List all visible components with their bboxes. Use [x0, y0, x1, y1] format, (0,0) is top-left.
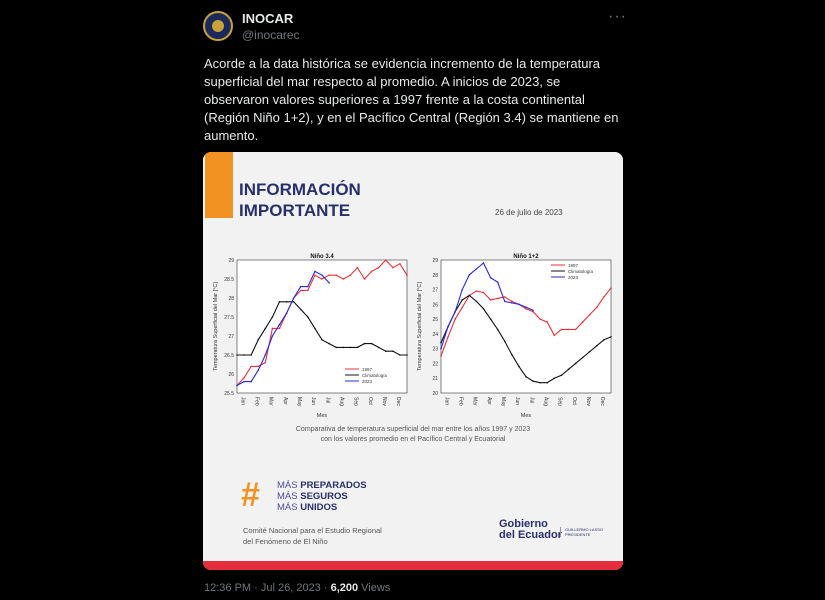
y-tick-label: 22	[432, 361, 438, 368]
headline	[239, 179, 361, 221]
data-point	[568, 329, 570, 331]
data-point	[364, 343, 366, 345]
data-point	[469, 274, 471, 276]
x-tick-label: Nov	[584, 397, 591, 406]
data-point	[406, 354, 408, 356]
data-point	[603, 339, 605, 341]
data-point	[243, 377, 245, 379]
comite-text	[243, 525, 382, 547]
x-tick-label: Jan	[443, 397, 450, 406]
x-tick-label: Jun	[310, 397, 317, 406]
author-name[interactable]: INOCAR	[242, 11, 294, 26]
data-point	[610, 287, 612, 289]
data-point	[596, 306, 598, 308]
data-point	[279, 301, 281, 303]
tweet-image[interactable]	[203, 152, 623, 570]
data-point	[504, 340, 506, 342]
data-point	[250, 381, 252, 383]
data-point	[321, 274, 323, 276]
data-point	[461, 299, 463, 301]
data-point	[307, 290, 309, 292]
author-handle[interactable]: @inocarec	[242, 28, 300, 42]
data-point	[546, 321, 548, 323]
data-point	[385, 259, 387, 261]
slogan-word: SEGUROS	[300, 491, 348, 502]
y-tick-label: 24	[432, 331, 438, 338]
data-point	[532, 311, 534, 313]
data-point	[243, 381, 245, 383]
avatar[interactable]	[203, 11, 233, 41]
y-tick-label: 28	[228, 296, 234, 302]
slogan-prefix: MÁS	[277, 480, 301, 491]
comite-line-1: Comité Nacional para el Estudio Regional	[243, 526, 382, 535]
data-point	[440, 342, 442, 344]
data-point	[321, 278, 323, 280]
y-tick-label: 21	[432, 376, 438, 383]
legend-label: 1997	[362, 367, 373, 372]
data-point	[539, 382, 541, 384]
x-tick-label: Apr	[281, 397, 288, 405]
y-tick-label: 29	[228, 258, 234, 264]
data-point	[328, 282, 330, 284]
data-point	[335, 274, 337, 276]
x-axis-label: Mes	[316, 413, 328, 419]
headline-line-2: IMPORTANTE	[239, 201, 351, 220]
chart-title: Niño 1+2	[513, 254, 539, 260]
data-point	[314, 271, 316, 273]
data-point	[371, 271, 373, 273]
data-point	[483, 292, 485, 294]
data-point	[575, 329, 577, 331]
tweet-text: Acorde a la data histórica se evidencia incremento de la temperatura superficial del mar respecto al promedio. A inicios de 2023, se observaron valores superiores a 1997 frente a la costa continental (Región Niño 1+2), y en el Pacífico Central (Región 3.4) se mantiene en aumento.	[204, 56, 619, 143]
data-point	[525, 376, 527, 378]
x-axis-label: Mes	[520, 413, 532, 419]
data-point	[596, 345, 598, 347]
data-point	[454, 311, 456, 313]
data-point	[568, 369, 570, 371]
x-tick-label: May	[295, 397, 302, 407]
data-point	[582, 321, 584, 323]
data-point	[392, 350, 394, 352]
x-tick-label: Jun	[514, 397, 521, 406]
data-point	[257, 369, 259, 371]
data-point	[250, 366, 252, 368]
hashtag-icon: #	[241, 476, 260, 514]
timestamp[interactable]: 12:36 PM · Jul 26, 2023 ·	[204, 582, 331, 594]
x-tick-label: Jan	[239, 397, 246, 406]
data-point	[497, 281, 499, 283]
x-tick-label: Sep	[352, 397, 359, 406]
data-point	[300, 309, 302, 311]
president-label: GUILLERMO LASSO PRESIDENTE	[560, 527, 605, 537]
gob-line-1: Gobierno	[499, 518, 548, 530]
y-axis-label: Temperatura Superficial del Mar [°C]	[417, 282, 423, 371]
legend-label: Climatología	[568, 269, 594, 274]
views-label: Views	[358, 582, 391, 594]
data-point	[504, 296, 506, 298]
data-point	[483, 308, 485, 310]
data-point	[610, 336, 612, 338]
data-point	[321, 339, 323, 341]
y-tick-label: 27.5	[224, 315, 234, 321]
data-point	[350, 274, 352, 276]
data-point	[554, 335, 556, 337]
data-point	[399, 263, 401, 265]
y-tick-label: 28.5	[224, 277, 234, 283]
data-point	[265, 362, 267, 364]
data-point	[293, 301, 295, 303]
y-tick-label: 25	[432, 317, 438, 324]
chart-nino-12	[413, 250, 618, 420]
slogan-line	[277, 491, 367, 502]
gob-line-2: del Ecuador	[499, 529, 562, 541]
data-point	[350, 347, 352, 349]
data-point	[328, 343, 330, 345]
data-point	[589, 351, 591, 353]
data-point	[364, 278, 366, 280]
data-point	[575, 363, 577, 365]
data-point	[342, 347, 344, 349]
data-point	[293, 297, 295, 299]
data-point	[236, 354, 238, 356]
y-tick-label: 29	[432, 258, 438, 264]
data-point	[561, 374, 563, 376]
caption-line-1: Comparativa de temperatura superficial del mar entre los años 1997 y 2023	[295, 426, 531, 433]
data-point	[300, 290, 302, 292]
chart-title: Niño 3.4	[310, 254, 334, 260]
y-tick-label: 28	[432, 272, 438, 279]
data-point	[399, 354, 401, 356]
x-tick-label: Feb	[457, 397, 464, 406]
data-point	[272, 328, 274, 330]
data-point	[440, 348, 442, 350]
data-point	[257, 366, 259, 368]
data-point	[490, 318, 492, 320]
data-point	[554, 377, 556, 379]
data-point	[497, 329, 499, 331]
data-point	[342, 278, 344, 280]
data-point	[469, 295, 471, 297]
y-tick-label: 25.5	[224, 391, 234, 397]
data-point	[265, 354, 267, 356]
orange-accent-bar	[205, 152, 233, 218]
headline-line-1: INFORMACIÓN	[239, 180, 361, 199]
data-point	[447, 326, 449, 328]
data-point	[603, 296, 605, 298]
data-point	[525, 308, 527, 310]
slogan-line	[277, 502, 367, 513]
slogan-word: PREPARADOS	[300, 480, 367, 491]
y-tick-label: 27	[228, 334, 234, 340]
data-point	[490, 299, 492, 301]
data-point	[314, 274, 316, 276]
data-point	[385, 350, 387, 352]
x-tick-label: Mar	[267, 397, 274, 406]
legend-label: Climatología	[362, 373, 388, 378]
data-point	[461, 306, 463, 308]
data-point	[378, 347, 380, 349]
legend-label: 1997	[568, 263, 579, 268]
y-tick-label: 26	[432, 302, 438, 309]
y-axis-label: Temperatura Superficial del Mar [°C]	[213, 282, 219, 371]
data-point	[300, 286, 302, 288]
data-point	[525, 306, 527, 308]
data-point	[371, 343, 373, 345]
data-point	[243, 354, 245, 356]
data-point	[490, 277, 492, 279]
data-point	[357, 347, 359, 349]
data-point	[504, 301, 506, 303]
x-tick-label: May	[499, 397, 506, 407]
x-tick-label: Feb	[253, 397, 260, 406]
slogan-prefix: MÁS	[277, 502, 301, 513]
chart-caption	[243, 425, 583, 445]
data-point	[314, 328, 316, 330]
date: 26 de julio de 2023	[495, 208, 563, 217]
data-point	[250, 354, 252, 356]
y-tick-label: 26	[228, 372, 234, 378]
slogan-word: UNIDOS	[300, 502, 338, 513]
data-point	[335, 347, 337, 349]
data-point	[511, 354, 513, 356]
data-point	[476, 290, 478, 292]
x-tick-label: Aug	[338, 397, 345, 406]
data-point	[279, 328, 281, 330]
data-point	[511, 302, 513, 304]
data-point	[582, 357, 584, 359]
views-count: 6,200	[330, 582, 359, 594]
data-point	[532, 380, 534, 382]
data-point	[272, 316, 274, 318]
legend-label: 2023	[362, 379, 373, 384]
data-point	[483, 262, 485, 264]
x-tick-label: Sep	[556, 397, 563, 406]
data-point	[476, 268, 478, 270]
x-tick-label: Nov	[380, 397, 387, 406]
data-point	[461, 289, 463, 291]
data-point	[440, 355, 442, 357]
caption-line-2: con los valores promedio en el Pacífico Central y Ecuatorial	[320, 436, 506, 443]
data-point	[286, 312, 288, 314]
slogan-prefix: MÁS	[277, 491, 301, 502]
y-tick-label: 27	[432, 287, 438, 294]
x-tick-label: Aug	[542, 397, 549, 406]
data-point	[265, 328, 267, 330]
data-point	[476, 301, 478, 303]
data-point	[561, 329, 563, 331]
data-point	[307, 316, 309, 318]
data-point	[454, 318, 456, 320]
data-point	[511, 301, 513, 303]
chart-nino-34	[209, 250, 414, 420]
data-point	[392, 267, 394, 269]
data-point	[286, 301, 288, 303]
x-tick-label: Oct	[570, 397, 577, 405]
x-tick-label: Apr	[485, 397, 492, 405]
x-tick-label: Jul	[324, 397, 331, 404]
data-point	[378, 267, 380, 269]
tweet-meta	[204, 582, 390, 594]
data-point	[236, 385, 238, 387]
gobierno-logo	[499, 519, 562, 541]
y-tick-label: 20	[432, 391, 438, 397]
data-point	[546, 382, 548, 384]
data-point	[307, 286, 309, 288]
red-footer-strip	[203, 561, 623, 570]
data-point	[272, 335, 274, 337]
data-point	[257, 339, 259, 341]
comite-line-2: del Fenómeno de El Niño	[243, 537, 328, 546]
more-horizontal-icon[interactable]: ···	[608, 8, 627, 25]
data-point	[497, 298, 499, 300]
slogan-line	[277, 480, 367, 491]
data-point	[406, 274, 408, 276]
data-point	[328, 274, 330, 276]
data-point	[518, 304, 520, 306]
x-tick-label: Jul	[528, 397, 535, 404]
data-point	[539, 318, 541, 320]
data-point	[447, 336, 449, 338]
data-point	[357, 267, 359, 269]
data-point	[279, 324, 281, 326]
data-point	[589, 314, 591, 316]
x-tick-label: Dec	[395, 397, 402, 406]
x-tick-label: Dec	[599, 397, 606, 406]
slogan	[277, 480, 367, 513]
x-tick-label: Oct	[366, 397, 373, 405]
y-tick-label: 23	[432, 346, 438, 353]
x-tick-label: Mar	[471, 397, 478, 406]
y-tick-label: 26.5	[224, 353, 234, 359]
legend-label: 2023	[568, 275, 579, 280]
data-point	[532, 309, 534, 311]
data-point	[518, 366, 520, 368]
